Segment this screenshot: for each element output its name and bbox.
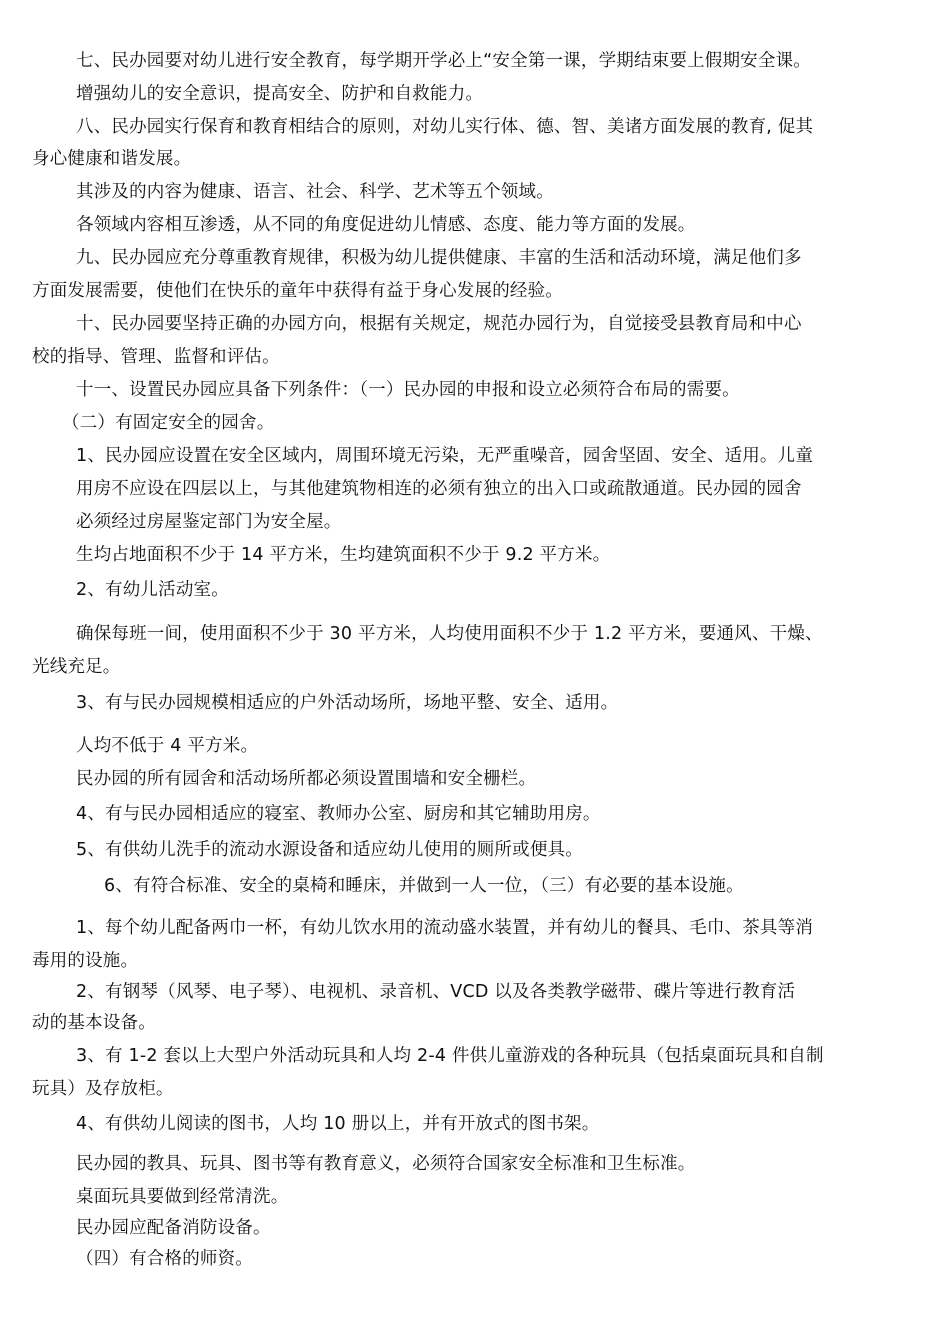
paragraph-line: 八、民办园实行保育和教育相结合的原则，对幼儿实行体、德、智、美诸方面发展的教育, 促其 [76,117,814,137]
paragraph-line: 各领域内容相互渗透，从不同的角度促进幼儿情感、态度、能力等方面的发展。 [76,215,696,235]
paragraph-line: 九、民办园应充分尊重教育规律，积极为幼儿提供健康、丰富的生活和活动环境，满足他们多 [76,248,802,268]
paragraph-line: 生均占地面积不少于 14 平方米，生均建筑面积不少于 9.2 平方米。 [76,545,611,565]
paragraph-line: 1、每个幼儿配备两巾一杯，有幼儿饮水用的流动盛水装置，并有幼儿的餐具、毛巾、茶具等消 [76,918,814,938]
paragraph-line: 民办园应配备消防设备。 [76,1218,271,1238]
paragraph-line: 2、有钢琴（风琴、电子琴）、电视机、录音机、VCD 以及各类教学磁带、碟片等进行教育活 [76,982,796,1002]
paragraph-line: 十一、设置民办园应具备下列条件：（一）民办园的申报和设立必须符合布局的需要。 [76,380,740,400]
paragraph-line: 必须经过房屋鉴定部门为安全屋。 [76,512,342,532]
paragraph-line: 6、有符合标准、安全的桌椅和睡床，并做到一人一位，（三）有必要的基本设施。 [104,876,744,896]
paragraph-line: 增强幼儿的安全意识，提高安全、防护和自救能力。 [76,84,484,104]
paragraph-line: 4、有供幼儿阅读的图书，人均 10 册以上，并有开放式的图书架。 [76,1114,600,1134]
paragraph-line: 方面发展需要，使他们在快乐的童年中获得有益于身心发展的经验。 [32,281,563,301]
paragraph-line: 3、有与民办园规模相适应的户外活动场所，场地平整、安全、适用。 [76,693,619,713]
paragraph-line: 七、民办园要对幼儿进行安全教育，每学期开学必上“安全第一课，学期结束要上假期安全课。 [76,51,811,71]
paragraph-line: 桌面玩具要做到经常清洗。 [76,1187,289,1207]
paragraph-line: 十、民办园要坚持正确的办园方向，根据有关规定，规范办园行为，自觉接受县教育局和中心 [76,314,802,334]
paragraph-line: （二）有固定安全的园舍。 [62,413,275,433]
paragraph-line: （四）有合格的师资。 [76,1249,253,1269]
paragraph-line: 动的基本设备。 [32,1013,156,1033]
paragraph-line: 5、有供幼儿洗手的流动水源设备和适应幼儿使用的厕所或便具。 [76,840,583,860]
paragraph-line: 1、民办园应设置在安全区域内，周围环境无污染，无严重噪音，园舍坚固、安全、适用。儿童 [76,446,814,466]
paragraph-line: 3、有 1-2 套以上大型户外活动玩具和人均 2-4 件供儿童游戏的各种玩具（包括桌面玩具和自制 [76,1046,824,1066]
paragraph-line: 2、有幼儿活动室。 [76,580,229,600]
paragraph-line: 身心健康和谐发展。 [32,149,192,169]
paragraph-line: 民办园的所有园舍和活动场所都必须设置围墙和安全栅栏。 [76,769,537,789]
paragraph-line: 光线充足。 [32,657,121,677]
paragraph-line: 玩具）及存放柜。 [32,1079,174,1099]
paragraph-line: 校的指导、管理、监督和评估。 [32,347,280,367]
paragraph-line: 毒用的设施。 [32,951,139,971]
paragraph-line: 民办园的教具、玩具、图书等有教育意义，必须符合国家安全标准和卫生标准。 [76,1154,696,1174]
paragraph-line: 其涉及的内容为健康、语言、社会、科学、艺术等五个领域。 [76,182,554,202]
paragraph-line: 确保每班一间，使用面积不少于 30 平方米，人均使用面积不少于 1.2 平方米，要通风、干燥、 [76,624,823,644]
paragraph-line: 4、有与民办园相适应的寝室、教师办公室、厨房和其它辅助用房。 [76,804,601,824]
paragraph-line: 用房不应设在四层以上，与其他建筑物相连的必须有独立的出入口或疏散通道。民办园的园舍 [76,479,802,499]
paragraph-line: 人均不低于 4 平方米。 [76,736,259,756]
